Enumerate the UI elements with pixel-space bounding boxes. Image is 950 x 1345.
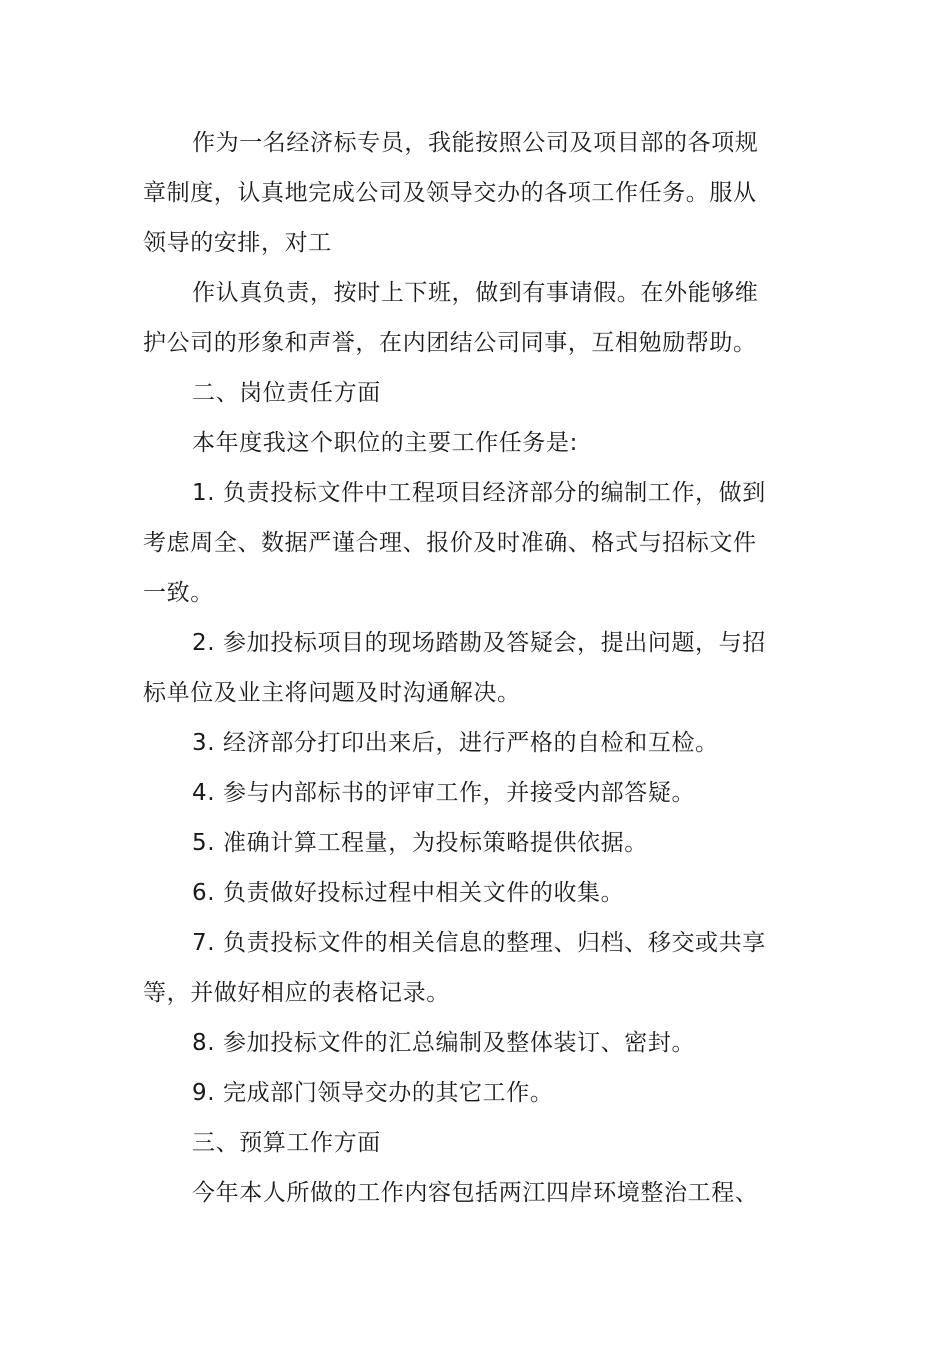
list-item: 7. 负责投标文件的相关信息的整理、归档、移交或共享 [192, 930, 766, 956]
text-line: 作为一名经济标专员，我能按照公司及项目部的各项规 [192, 130, 759, 156]
list-item: 8. 参加投标文件的汇总编制及整体装订、密封。 [192, 1030, 696, 1056]
text-line: 考虑周全、数据严谨合理、报价及时准确、格式与招标文件 [143, 530, 757, 556]
list-item: 6. 负责做好投标过程中相关文件的收集。 [192, 880, 625, 906]
text-line: 今年本人所做的工作内容包括两江四岸环境整治工程、 [192, 1180, 759, 1206]
list-item: 4. 参与内部标书的评审工作，并接受内部答疑。 [192, 780, 696, 806]
text-line: 标单位及业主将问题及时沟通解决。 [143, 680, 521, 706]
text-line: 本年度我这个职位的主要工作任务是: [192, 430, 578, 456]
text-line: 一致。 [143, 580, 214, 606]
text-line: 等，并做好相应的表格记录。 [143, 980, 450, 1006]
list-item: 2. 参加投标项目的现场踏勘及答疑会，提出问题，与招 [192, 630, 766, 656]
section-heading: 三、预算工作方面 [192, 1130, 381, 1156]
list-item: 5. 准确计算工程量，为投标策略提供依据。 [192, 830, 648, 856]
text-line: 章制度，认真地完成公司及领导交办的各项工作任务。服从 [143, 180, 757, 206]
list-item: 1. 负责投标文件中工程项目经济部分的编制工作，做到 [192, 480, 766, 506]
text-line: 领导的安排，对工 [143, 230, 332, 256]
list-item: 3. 经济部分打印出来后，进行严格的自检和互检。 [192, 730, 719, 756]
text-line: 作认真负责，按时上下班，做到有事请假。在外能够维 [192, 280, 759, 306]
list-item: 9. 完成部门领导交办的其它工作。 [192, 1080, 554, 1106]
document-body [143, 118, 766, 1218]
section-heading: 二、岗位责任方面 [192, 380, 381, 406]
text-line: 护公司的形象和声誉，在内团结公司同事，互相勉励帮助。 [143, 330, 757, 356]
